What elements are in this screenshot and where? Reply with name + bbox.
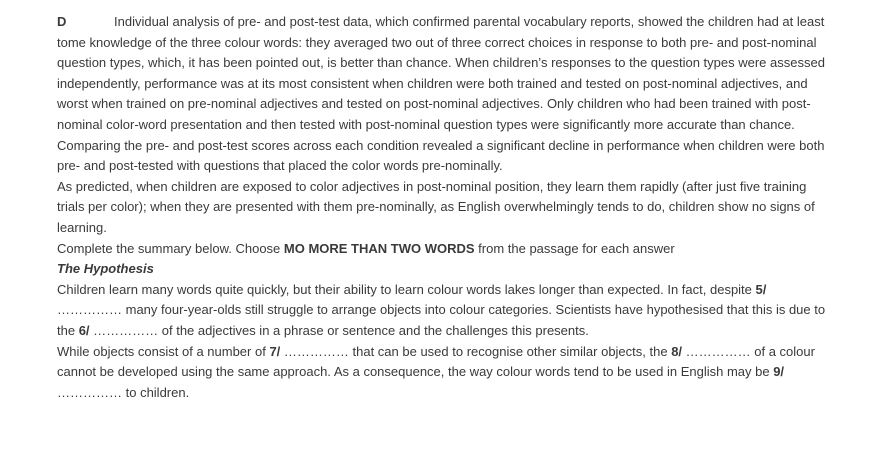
summary-heading bbox=[57, 259, 832, 280]
section-letter: D bbox=[57, 14, 67, 29]
instruction-text-before: Complete the summary below. Choose bbox=[57, 240, 284, 256]
instruction-emphasis: MO MORE THAN TWO WORDS bbox=[283, 240, 475, 256]
question-8-number: 8/ bbox=[671, 343, 683, 359]
answer-gap-7: …………… that can be used to recognise other similar objects, the bbox=[280, 343, 672, 359]
summary-text: Children learn many words quite quickly, but their ability to learn colour words lakes longer than expected. In fact, despite bbox=[57, 281, 756, 297]
section-d-text: Individual analysis of pre- and post-test data, which confirmed parental vocabulary reports, showed the children had at least tome knowledge of the three colour words: they averaged two out of three correct choices in response to both pre- and post-nominal question types, which, it has been pointed out, is better than chance. When children’s responses to the question types were assessed independently, performance was at its most consistent when children were both trained and tested on post-nominal adjectives, and worst when trained on pre-nominal adjectives and tested on post-nominal adjectives. Only children who had been trained with post- nominal color-word presentation and then tested with post-nominal question types were significantly more accurate than chance. Comparing the pre- and post-test scores across each condition revealed a significant decline in performance when children were both pre- and post-tested with questions that placed the color words pre-nominally. bbox=[57, 14, 825, 174]
question-5-number: 5/ bbox=[755, 281, 767, 297]
answer-gap-9: …………… to children. bbox=[57, 384, 190, 400]
summary-text: While objects consist of a number of bbox=[57, 343, 270, 359]
answer-gap-6: …………… of the adjectives in a phrase or sentence and the challenges this presents. bbox=[89, 322, 589, 338]
reading-passage bbox=[57, 12, 832, 403]
answer-gap-5: …………… many four-year-olds still struggle to arrange objects into colour categories. Scientists have hypothesised that this is due to the bbox=[57, 302, 826, 338]
answer-gap-8: …………… of a colour cannot be developed using the same approach. As a consequence, the way colour words tend to be used in English may be bbox=[57, 343, 815, 380]
summary-paragraph-2 bbox=[57, 342, 832, 404]
summary-paragraph-1 bbox=[57, 280, 832, 342]
question-7-number: 7/ bbox=[269, 343, 281, 359]
question-9-number: 9/ bbox=[773, 364, 785, 380]
question-6-number: 6/ bbox=[78, 322, 90, 338]
section-d-paragraph bbox=[57, 12, 832, 177]
instruction-text-after: from the passage for each answer bbox=[474, 240, 675, 256]
prediction-paragraph: As predicted, when children are exposed to color adjectives in post-nominal position, they learn them rapidly (after just five training trials per color); when they are presented with them pre-nominally, as English overwhelmingly tends to do, children show no signs of learning. bbox=[57, 178, 815, 235]
summary-title: The Hypothesis bbox=[57, 261, 154, 277]
instruction-line bbox=[57, 239, 832, 260]
